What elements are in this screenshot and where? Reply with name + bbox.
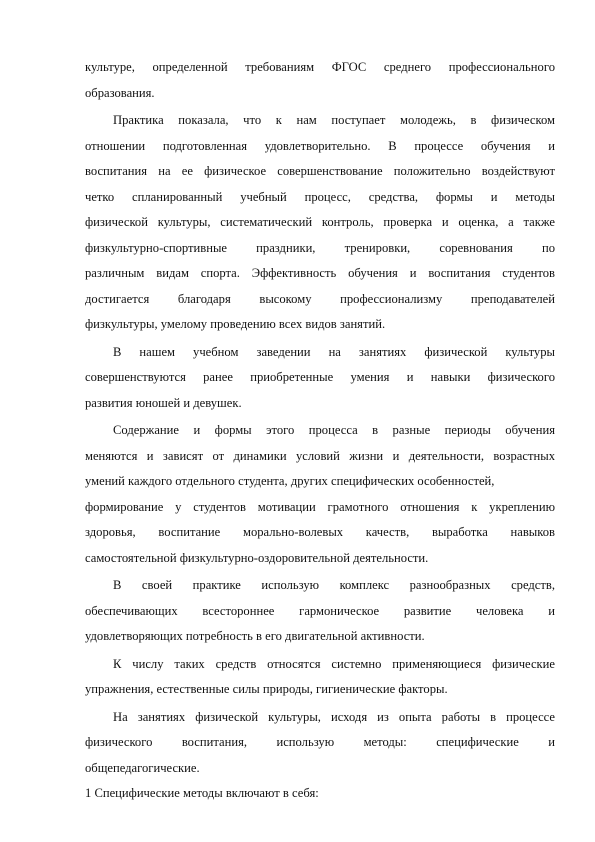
paragraph-line: К числу таких средств относятся системно применяющиеся физические xyxy=(113,656,555,671)
paragraph-line: физкультуры, умелому проведению всех видов занятий. xyxy=(85,317,386,331)
paragraph-line: упражнения, естественные силы природы, гигиенические факторы. xyxy=(85,682,448,696)
paragraph-line: обеспечивающих всестороннее гармоническое развитие человека и xyxy=(85,603,555,618)
paragraph-line: воспитания на ее физическое совершенствование положительно воздействуют xyxy=(85,164,555,178)
paragraph-line: формирование у студентов мотивации грамотного отношения к укреплению xyxy=(85,499,555,514)
paragraph-line: отношении подготовленная удовлетворительно. В процессе обучения и xyxy=(85,138,555,153)
paragraph-line: совершенствуются ранее приобретенные умения и навыки физического xyxy=(85,370,555,384)
paragraph-line: Содержание и формы этого процесса в разные периоды обучения xyxy=(113,423,555,437)
paragraph-line: культуре, определенной требованиям ФГОС среднего профессионального xyxy=(85,60,555,74)
paragraph-line: меняются и зависят от динамики условий жизни и деятельности, возрастных xyxy=(85,448,555,463)
paragraph-line: удовлетворяющих потребность в его двигательной активности. xyxy=(85,629,425,643)
document-body xyxy=(85,55,555,807)
paragraph-line: Практика показала, что к нам поступает молодежь, в физическом xyxy=(113,113,555,127)
paragraph-line: умений каждого отдельного студента, других специфических особенностей, xyxy=(85,474,495,488)
paragraph-line: общепедагогические. xyxy=(85,760,200,775)
paragraph-line: достигается благодаря высокому профессионализму преподавателей xyxy=(85,291,555,306)
paragraph-line: четко спланированный учебный процесс, средства, формы и методы xyxy=(85,189,555,204)
paragraph-line: развития юношей и девушек. xyxy=(85,395,242,410)
list-heading: 1 Специфические методы включают в себя: xyxy=(85,786,319,800)
paragraph-line: В нашем учебном заведении на занятиях физической культуры xyxy=(113,344,555,359)
paragraph-line: здоровья, воспитание морально-волевых качеств, выработка навыков xyxy=(85,525,555,539)
paragraph-line: образования. xyxy=(85,85,155,100)
paragraph-line: физического воспитания, использую методы: специфические и xyxy=(85,735,555,749)
paragraph-line: На занятиях физической культуры, исходя из опыта работы в процессе xyxy=(113,709,555,724)
paragraph-line: самостоятельной физкультурно-оздоровительной деятельности. xyxy=(85,550,429,565)
paragraph-line: В своей практике использую комплекс разнообразных средств, xyxy=(113,578,555,592)
paragraph-line: различным видам спорта. Эффективность обучения и воспитания студентов xyxy=(85,266,555,280)
paragraph-line: физической культуры, систематический контроль, проверка и оценка, а также xyxy=(85,215,555,229)
paragraph-line: физкультурно-спортивные праздники, тренировки, соревнования по xyxy=(85,240,555,255)
